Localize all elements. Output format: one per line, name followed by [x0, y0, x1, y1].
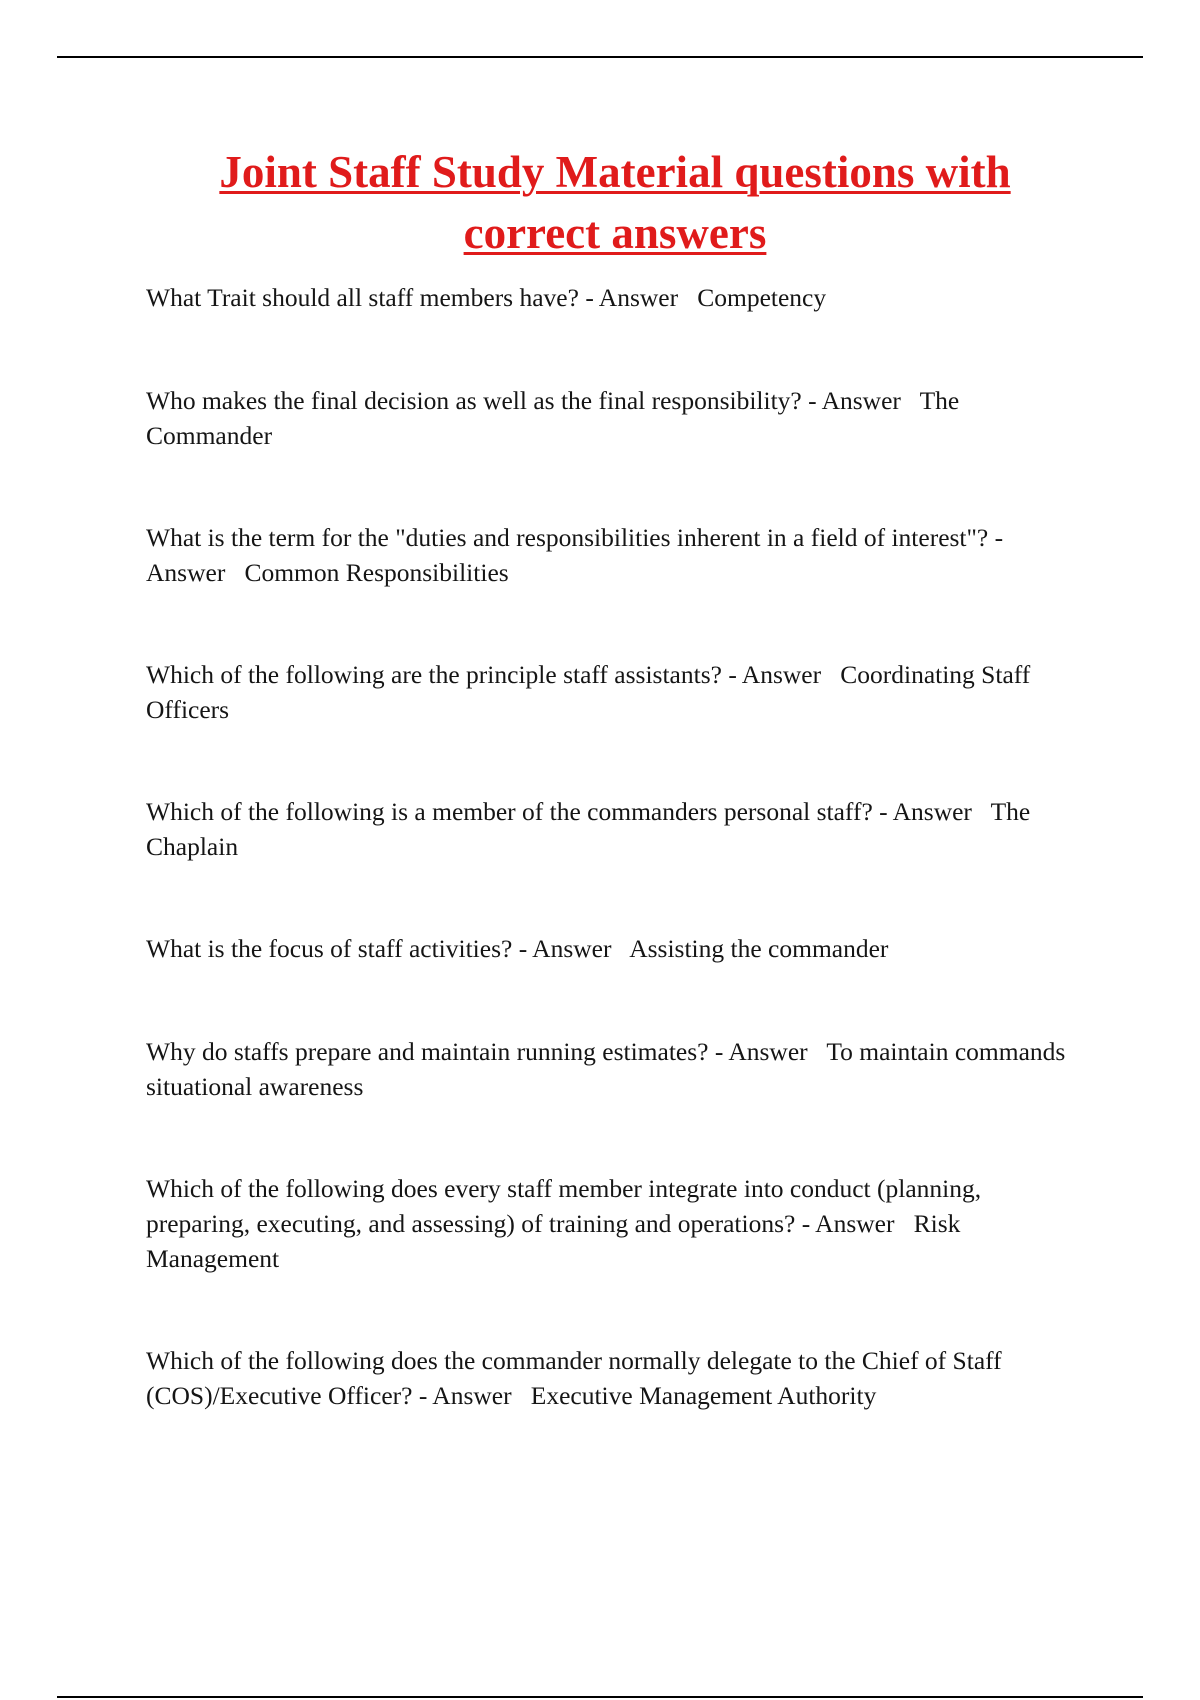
question-text: What is the term for the "duties and responsibilities inherent in a field of interest"? [146, 523, 989, 552]
question-text: Which of the following does every staff member integrate into conduct (planning, preparing, executing, and assessing) of training and operations? [146, 1174, 982, 1238]
qa-item-6 [146, 931, 1086, 966]
qa-item-9 [146, 1343, 1086, 1413]
question-text: Which of the following is a member of the commanders personal staff? [146, 797, 873, 826]
answer-separator: - Answer [585, 283, 679, 312]
question-text: What is the focus of staff activities? [146, 934, 513, 963]
question-text: What Trait should all staff members have? [146, 283, 579, 312]
answer-separator: - Answer [418, 1381, 512, 1410]
qa-item-1 [146, 280, 1086, 315]
answer-text: Coordinating Staff Officers [146, 660, 1031, 724]
answer-separator: - Answer [879, 797, 972, 826]
answer-separator: - Answer [728, 660, 822, 689]
answer-text: Common Responsibilities [244, 558, 509, 587]
answer-separator: - Answer [146, 523, 1004, 587]
answer-separator: - Answer [714, 1037, 808, 1066]
question-text: Which of the following does the commander normally delegate to the Chief of Staff (COS)/Executive Officer? [146, 1346, 1002, 1410]
answer-text: Competency [697, 283, 827, 312]
qa-item-5 [146, 794, 1086, 864]
answer-text: Executive Management Authority [530, 1381, 877, 1410]
answer-separator: - Answer [808, 386, 901, 415]
page-title: Joint Staff Study Material questions with correct answers [219, 147, 1011, 258]
answer-separator: - Answer [518, 934, 612, 963]
top-rule [57, 56, 1143, 58]
qa-item-8 [146, 1171, 1086, 1276]
answer-text: The Chaplain [146, 797, 1031, 861]
answer-text: Assisting the commander [629, 934, 889, 963]
bottom-rule [57, 1696, 1143, 1698]
question-text: Who makes the final decision as well as the final responsibility? [146, 386, 802, 415]
question-text: Why do staffs prepare and maintain running estimates? [146, 1037, 709, 1066]
question-text: Which of the following are the principle staff assistants? [146, 660, 722, 689]
answer-text: The Commander [146, 386, 960, 450]
qa-item-4 [146, 657, 1086, 727]
qa-item-7 [146, 1034, 1086, 1104]
answer-separator: - Answer [801, 1209, 895, 1238]
qa-item-2 [146, 383, 1086, 453]
qa-item-3 [146, 520, 1086, 590]
answer-text: To maintain commands situational awareness [146, 1037, 1066, 1101]
answer-text: Risk Management [146, 1209, 961, 1273]
